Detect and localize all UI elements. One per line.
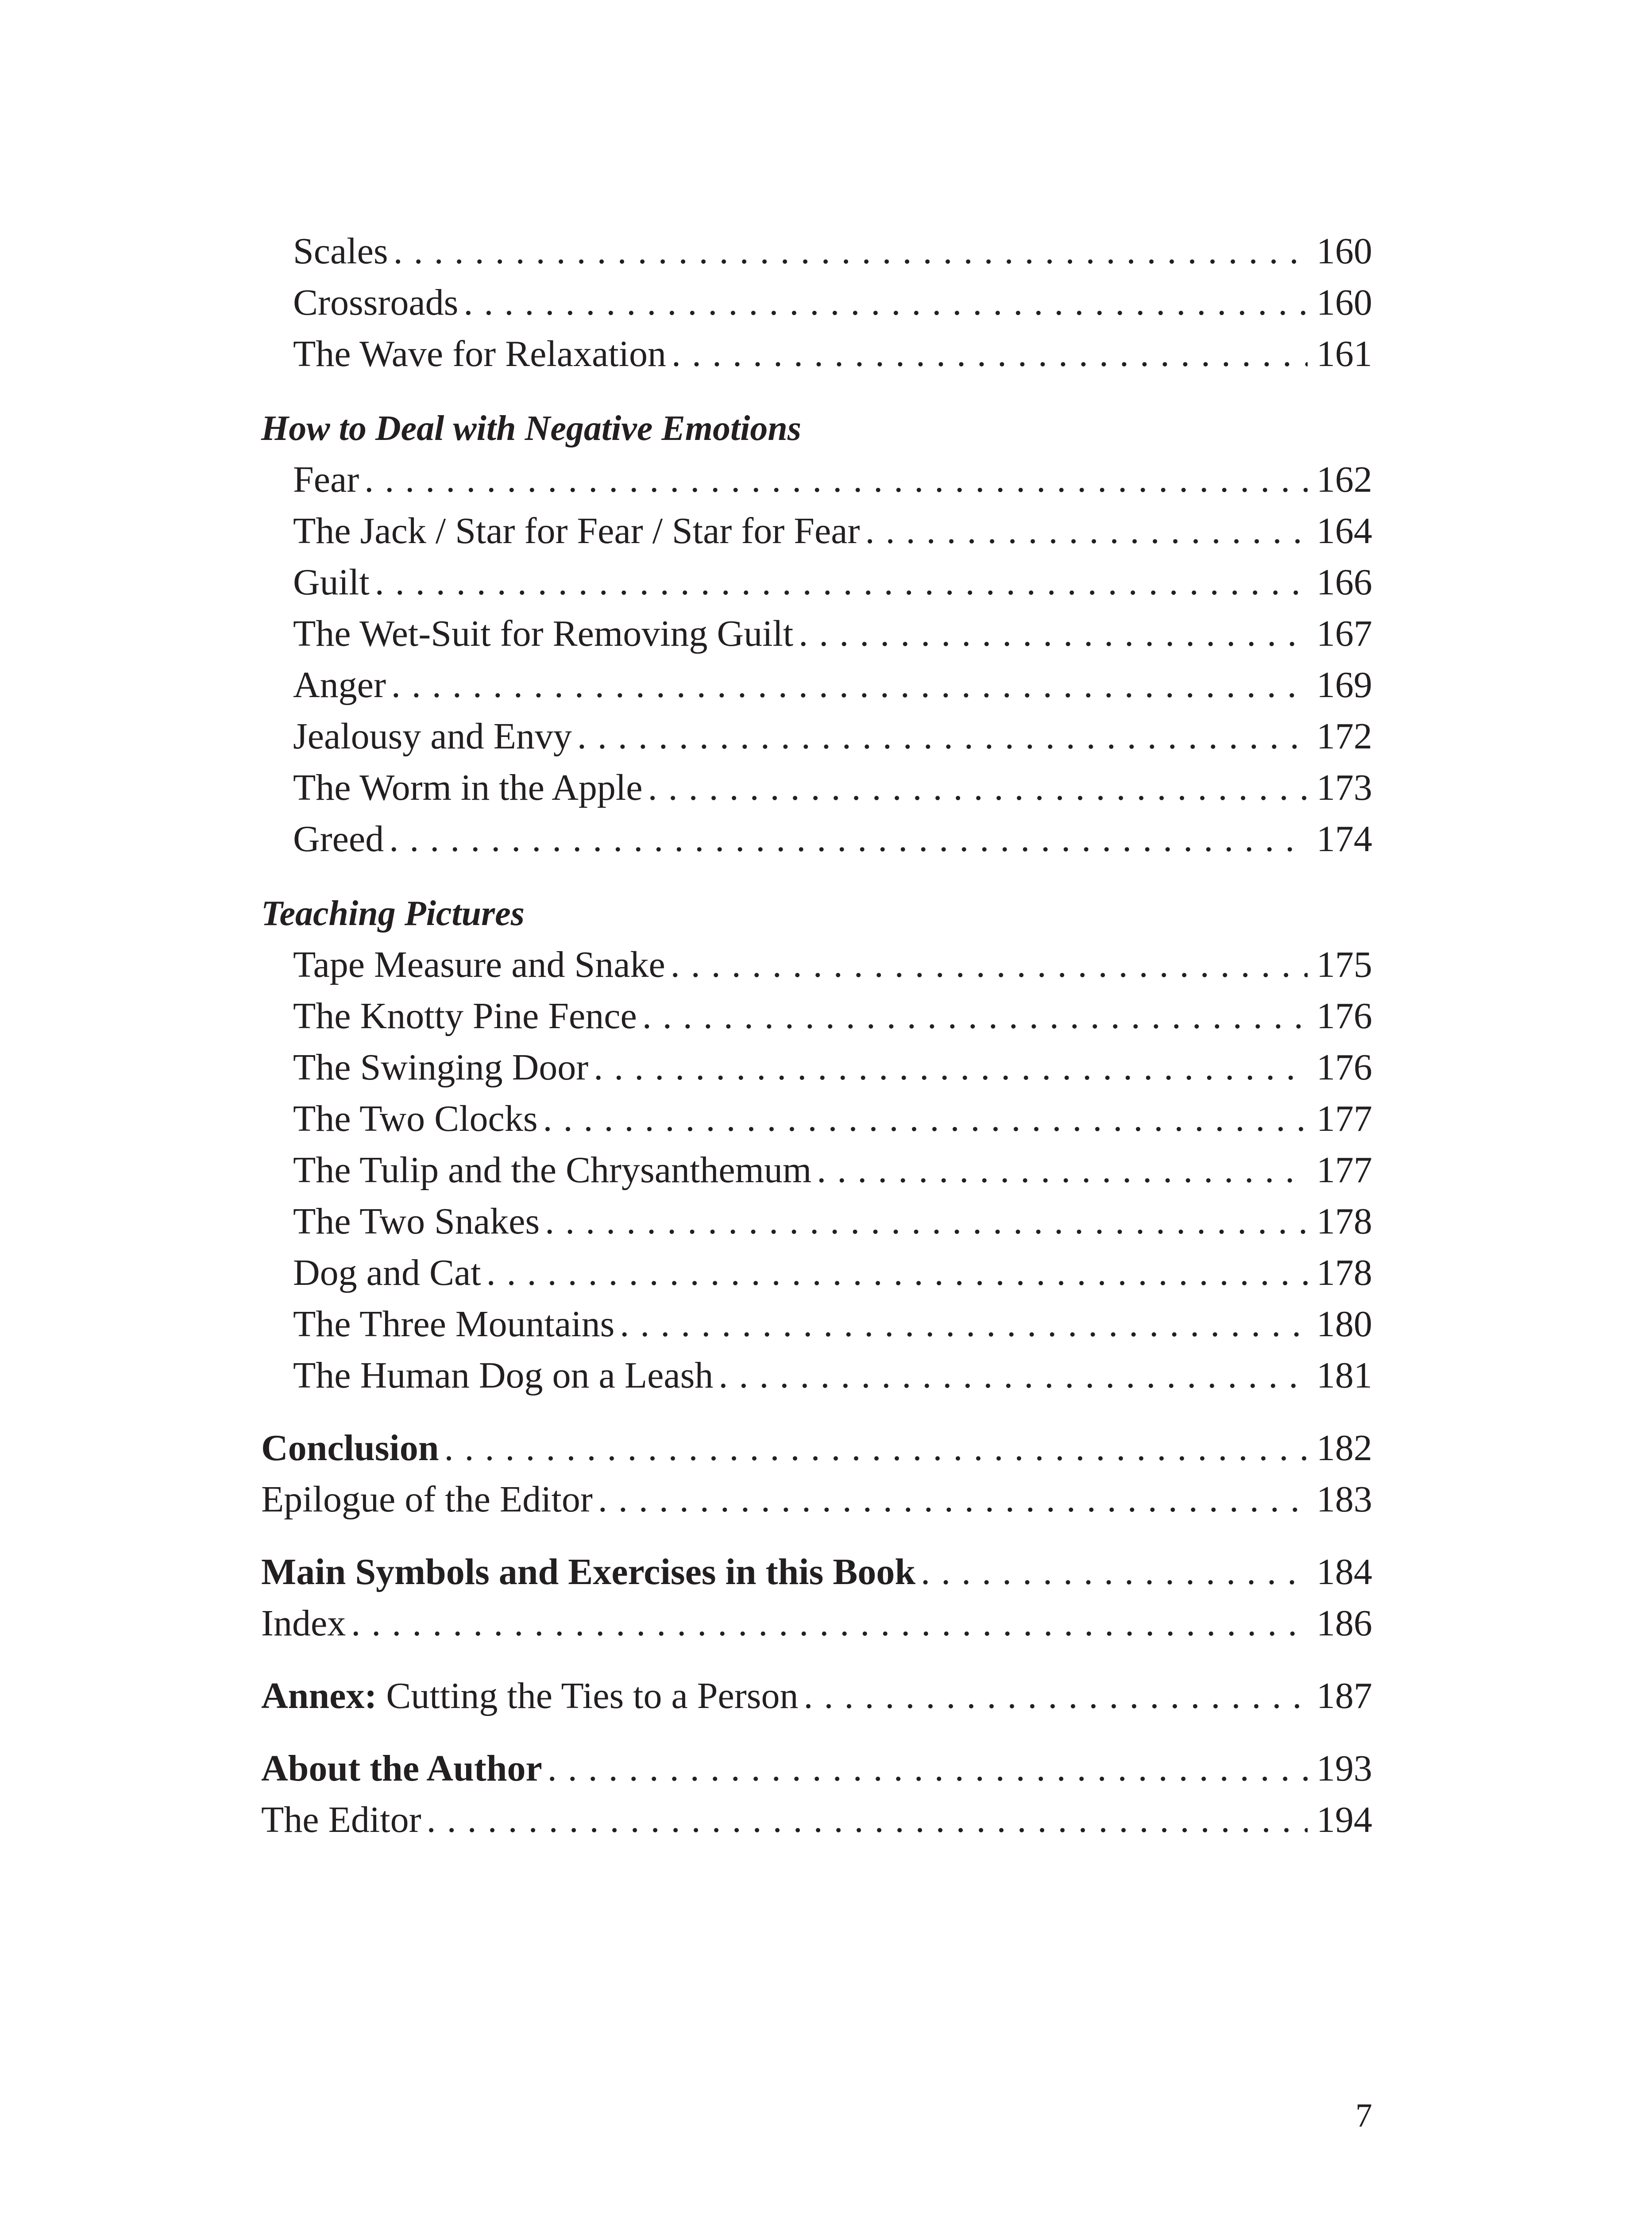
dot-leader [444,1423,1308,1474]
entry-page-number: 167 [1316,613,1372,654]
entry-page-number: 174 [1316,818,1372,860]
dot-leader [543,1093,1308,1145]
toc-entry-epilogue-of-the-editor[interactable] [261,1474,1372,1525]
entry-page-number: 162 [1316,459,1372,500]
entry-title: Dog and Cat [293,1252,481,1293]
dot-leader [486,1247,1308,1299]
entry-page-number: 178 [1316,1252,1372,1293]
entry-title: The Worm in the Apple [293,767,643,808]
toc-entry-two-snakes[interactable] [261,1196,1372,1247]
dot-leader [672,328,1308,380]
entry-page-number: 160 [1316,231,1372,272]
entry-title: The Two Clocks [293,1098,538,1139]
entry-page-number: 182 [1316,1427,1372,1469]
toc-entry-knotty-pine-fence[interactable] [261,991,1372,1042]
entry-page-number: 173 [1316,767,1372,808]
dot-leader [375,557,1308,608]
toc-entry-jealousy-and-envy[interactable] [261,711,1372,762]
entry-page-number: 193 [1316,1748,1372,1789]
toc-entry-wet-suit[interactable] [261,608,1372,659]
toc-entry-anger[interactable] [261,659,1372,711]
dot-leader [803,1670,1308,1722]
toc-entry-three-mountains[interactable] [261,1299,1372,1350]
dot-leader [594,1042,1308,1093]
entry-title: Jealousy and Envy [293,716,572,757]
dot-leader [351,1598,1308,1649]
toc-entry-tape-measure-and-snake[interactable] [261,939,1372,991]
entry-page-number: 175 [1316,944,1372,985]
entry-page-number: 187 [1316,1675,1372,1716]
section-heading-teaching-pictures: Teaching Pictures [261,894,525,933]
dot-leader [548,1743,1308,1794]
dot-leader [463,277,1308,328]
toc-entry-annex[interactable] [261,1670,1372,1722]
dot-leader [364,454,1308,505]
table-of-contents [261,226,1372,1846]
entry-title: The Three Mountains [293,1303,615,1345]
toc-entry-tulip-and-chrysanthemum[interactable] [261,1145,1372,1196]
entry-title: The Wave for Relaxation [293,333,667,374]
entry-title: Anger [293,664,386,706]
entry-page-number: 178 [1316,1201,1372,1242]
toc-entry-greed[interactable] [261,813,1372,865]
dot-leader [642,991,1308,1042]
entry-title: Guilt [293,562,370,603]
toc-entry-swinging-door[interactable] [261,1042,1372,1093]
entry-title: Scales [293,231,388,272]
entry-page-number: 180 [1316,1303,1372,1345]
toc-entry-jack-star-for-fear[interactable] [261,505,1372,557]
entry-page-number: 176 [1316,1047,1372,1088]
entry-page-number: 172 [1316,716,1372,757]
dot-leader [865,505,1308,557]
section-heading-negative-emotions: How to Deal with Negative Emotions [261,409,802,448]
entry-page-number: 194 [1316,1799,1372,1840]
entry-title: The Two Snakes [293,1201,540,1242]
entry-title: The Jack / Star for Fear / Star for Fear [293,510,860,551]
entry-title: The Swinging Door [293,1047,589,1088]
dot-leader [394,226,1308,277]
dot-leader [921,1546,1308,1598]
entry-title: Crossroads [293,282,459,323]
dot-leader [817,1145,1308,1196]
entry-title [261,1670,803,1722]
toc-entry-scales[interactable] [261,226,1372,277]
dot-leader [577,711,1308,762]
toc-entry-worm-in-the-apple[interactable] [261,762,1372,813]
toc-entry-dog-and-cat[interactable] [261,1247,1372,1299]
entry-title: The Wet-Suit for Removing Guilt [293,613,794,654]
entry-page-number: 186 [1316,1603,1372,1644]
entry-title: Conclusion [261,1427,439,1469]
dot-leader [598,1474,1308,1525]
entry-title: The Knotty Pine Fence [293,995,637,1037]
entry-title: Greed [293,818,384,860]
toc-entry-index[interactable] [261,1598,1372,1649]
entry-title: Fear [293,459,359,500]
dot-leader [620,1299,1308,1350]
toc-entry-crossroads[interactable] [261,277,1372,328]
entry-page-number: 183 [1316,1479,1372,1520]
entry-page-number: 160 [1316,282,1372,323]
entry-title: The Tulip and the Chrysanthemum [293,1149,812,1191]
toc-entry-fear[interactable] [261,454,1372,505]
entry-title: The Human Dog on a Leash [293,1355,714,1396]
entry-title: About the Author [261,1748,542,1789]
dot-leader [671,939,1308,991]
toc-entry-main-symbols-and-exercises[interactable] [261,1546,1372,1598]
toc-entry-conclusion[interactable] [261,1423,1372,1474]
toc-entry-wave-for-relaxation[interactable] [261,328,1372,380]
entry-page-number: 177 [1316,1098,1372,1139]
entry-page-number: 177 [1316,1149,1372,1191]
toc-entry-two-clocks[interactable] [261,1093,1372,1145]
dot-leader [545,1196,1308,1247]
toc-entry-human-dog-on-a-leash[interactable] [261,1350,1372,1401]
entry-title: Epilogue of the Editor [261,1479,593,1520]
page-number-folio: 7 [1355,2097,1372,2134]
entry-title: Index [261,1603,346,1644]
entry-title: Main Symbols and Exercises in this Book [261,1551,916,1592]
dot-leader [648,762,1308,813]
entry-page-number: 161 [1316,333,1372,374]
entry-page-number: 181 [1316,1355,1372,1396]
entry-page-number: 164 [1316,510,1372,551]
toc-entry-about-the-author[interactable] [261,1743,1372,1794]
dot-leader [799,608,1308,659]
entry-page-number: 184 [1316,1551,1372,1592]
dot-leader [427,1794,1308,1846]
entry-title: Tape Measure and Snake [293,944,665,985]
dot-leader [389,813,1308,865]
annex-prefix: Annex: [261,1675,377,1716]
toc-entry-guilt[interactable] [261,557,1372,608]
entry-page-number: 176 [1316,995,1372,1037]
dot-leader [718,1350,1308,1401]
entry-page-number: 169 [1316,664,1372,706]
annex-title: Cutting the Ties to a Person [386,1675,799,1716]
dot-leader [391,659,1308,711]
entry-title: The Editor [261,1799,421,1840]
entry-page-number: 166 [1316,562,1372,603]
toc-entry-the-editor[interactable] [261,1794,1372,1846]
